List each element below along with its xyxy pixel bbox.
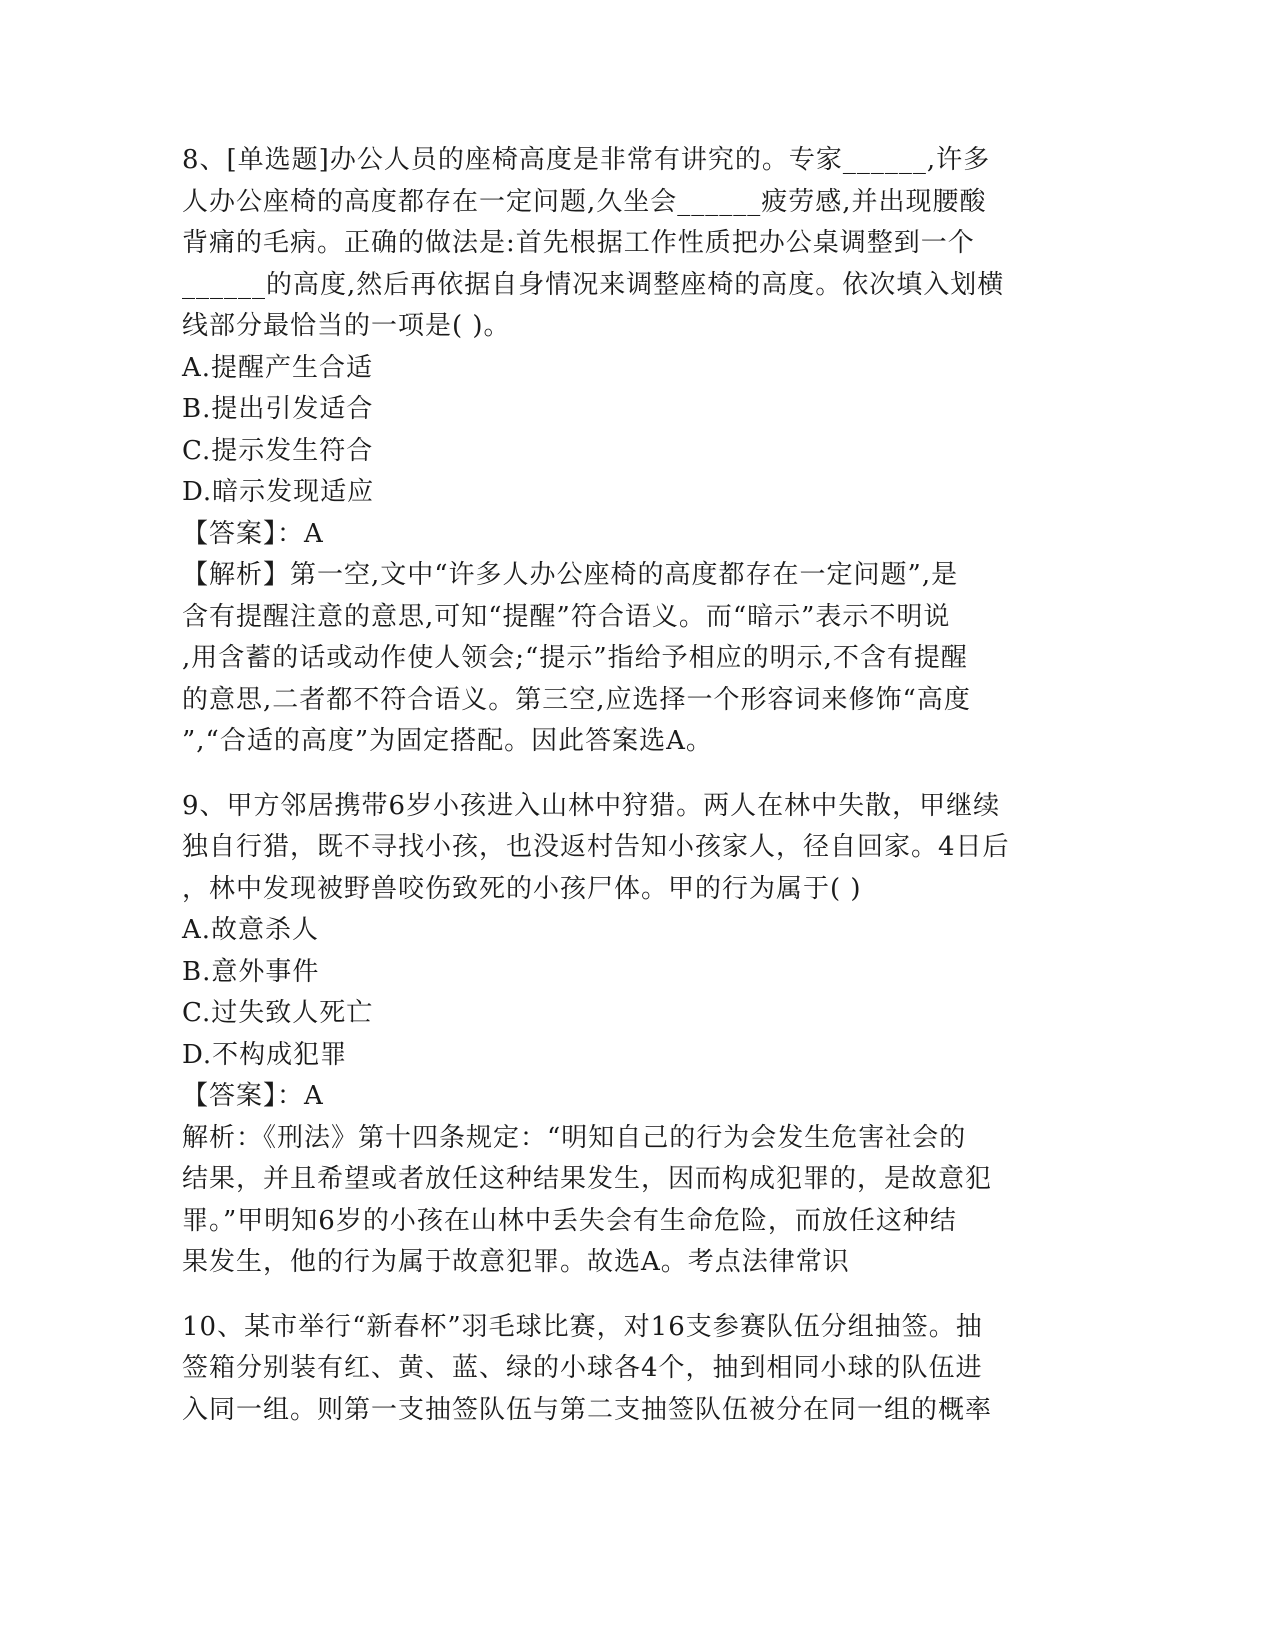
option-b: B.意外事件	[182, 956, 320, 987]
option-c: C.过失致人死亡	[182, 998, 374, 1028]
document-page	[182, 140, 1042, 1431]
question-stem-line: ，林中发现被野兽咬伤致死的小孩尸体。甲的行为属于( )	[182, 873, 862, 904]
question-gap	[182, 1284, 1042, 1307]
option-a: A.提醒产生合适	[182, 352, 374, 383]
analysis-line: 含有提醒注意的意思,可知“提醒”符合语义。而“暗示”表示不明说	[182, 601, 951, 632]
question-stem-line: 人办公座椅的高度都存在一定问题,久坐会______疲劳感,并出现腰酸	[182, 186, 987, 217]
analysis-line: 结果，并且希望或者放任这种结果发生，因而构成犯罪的，是故意犯	[182, 1164, 993, 1194]
option-d: D.暗示发现适应	[182, 477, 375, 507]
option-a: A.故意杀人	[182, 915, 320, 945]
question-stem-line: ______的高度,然后再依据自身情况来调整座椅的高度。依次填入划横	[182, 269, 1005, 300]
question-stem-line: 签箱分别装有红、黄、蓝、绿的小球各4个，抽到相同小球的队伍进	[182, 1353, 983, 1383]
question-9	[182, 786, 1042, 1284]
analysis-line: 果发生，他的行为属于故意犯罪。故选A。考点法律常识	[182, 1247, 850, 1277]
analysis-line: 的意思,二者都不符合语义。第三空,应选择一个形容词来修饰“高度	[182, 684, 971, 715]
analysis-line: ,用含蓄的话或动作使人领会;“提示”指给予相应的明示,不含有提醒	[182, 643, 968, 673]
question-stem-line: 10、某市举行“新春杯”羽毛球比赛，对16支参赛队伍分组抽签。抽	[182, 1311, 983, 1342]
question-8	[182, 140, 1042, 763]
answer-line: 【答案】：A	[182, 1081, 324, 1111]
question-10	[182, 1307, 1042, 1432]
question-stem-line: 9、甲方邻居携带6岁小孩进入山林中狩猎。两人在林中失散，甲继续	[182, 790, 1001, 821]
analysis-line: 解析：《刑法》第十四条规定：“明知自己的行为会发生危害社会的	[182, 1122, 967, 1153]
option-c: C.提示发生符合	[182, 435, 374, 466]
question-gap	[182, 763, 1042, 786]
question-stem-line: 8、[单选题]办公人员的座椅高度是非常有讲究的。专家______,许多	[182, 145, 991, 175]
question-stem-line: 入同一组。则第一支抽签队伍与第二支抽签队伍被分在同一组的概率	[182, 1394, 993, 1425]
option-b: B.提出引发适合	[182, 394, 374, 424]
analysis-line: ”,“合适的高度”为固定搭配。因此答案选A。	[182, 726, 713, 756]
answer-line: 【答案】：A	[182, 518, 324, 549]
question-stem-line: 独自行猎，既不寻找小孩，也没返村告知小孩家人，径自回家。4日后	[182, 832, 1010, 862]
option-d: D.不构成犯罪	[182, 1039, 348, 1070]
question-stem-line: 线部分最恰当的一项是( )。	[182, 311, 511, 341]
analysis-line: 罪。”甲明知6岁的小孩在山林中丢失会有生命危险，而放任这种结	[182, 1205, 957, 1236]
analysis-line: 【解析】第一空,文中“许多人办公座椅的高度都存在一定问题”,是	[182, 560, 959, 590]
question-stem-line: 背痛的毛病。正确的做法是:首先根据工作性质把办公桌调整到一个	[182, 228, 975, 258]
